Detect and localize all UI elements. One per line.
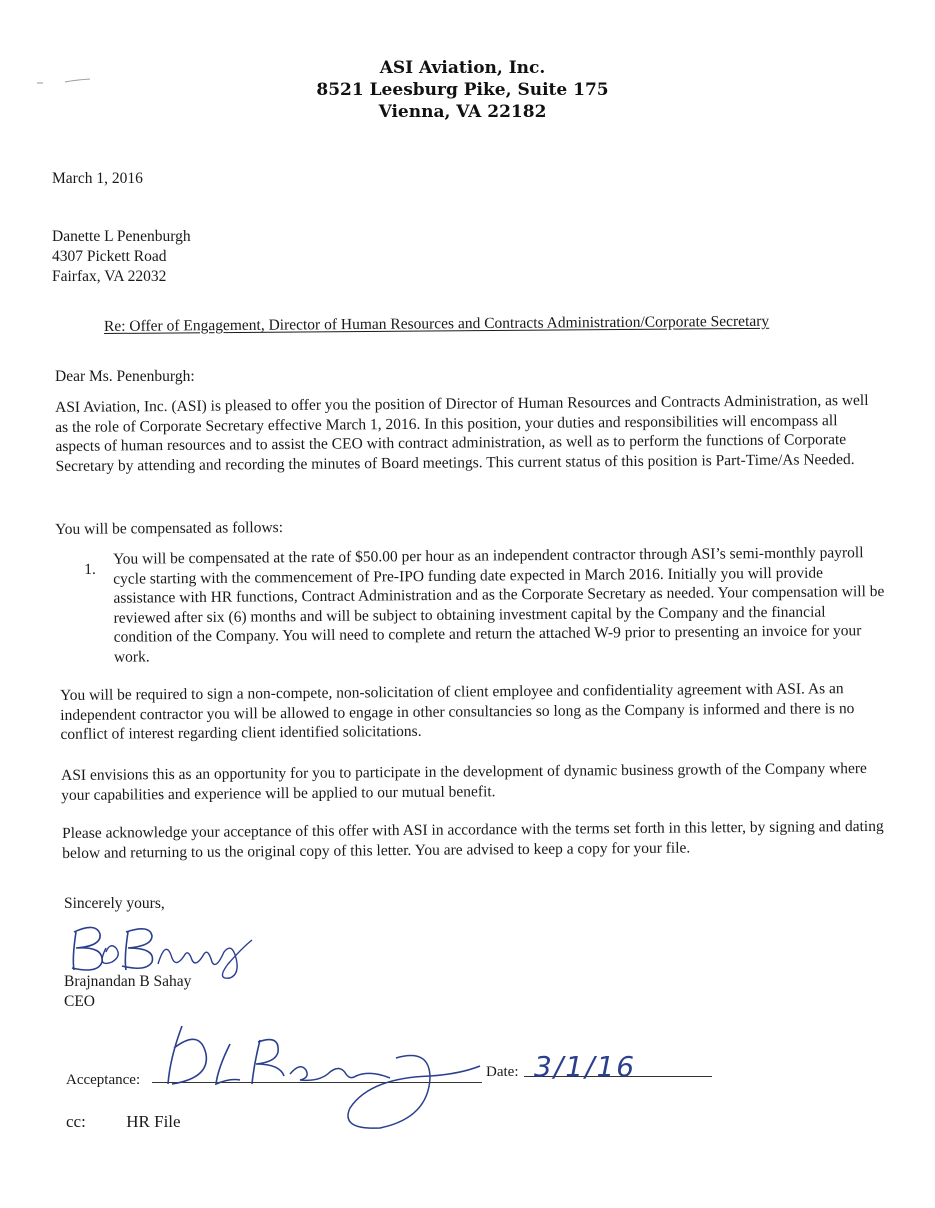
- signer-title: CEO: [64, 993, 95, 1010]
- letterhead: [0, 57, 935, 123]
- signer-name: Brajnandan B Sahay: [64, 973, 192, 990]
- closing: Sincerely yours,: [64, 895, 165, 912]
- recipient-city: Fairfax, VA 22032: [52, 268, 167, 285]
- company-name: ASI Aviation, Inc.: [379, 58, 546, 78]
- recipient-address: [52, 227, 191, 287]
- cc-label: cc:: [66, 1112, 86, 1131]
- noncompete-paragraph: You will be required to sign a non-compete, non-solicitation of client employee and confidentiality agreement with ASI. As an independent contractor you will be allowed to engage in other consultancies so long as the Company is informed and there is no conflict of interest regarding client identified solicitations.: [60, 680, 855, 743]
- letter-date: March 1, 2016: [52, 170, 143, 187]
- acknowledge-paragraph: Please acknowledge your acceptance of this offer with ASI in accordance with the terms set forth in this letter, by signing and dating below and returning to us the original copy of this letter. You are advised to keep a copy for your file.: [62, 817, 884, 862]
- signer-block: [64, 972, 191, 1012]
- acceptance-label: Acceptance:: [66, 1072, 141, 1088]
- salutation: Dear Ms. Penenburgh:: [55, 368, 195, 385]
- intro-paragraph: ASI Aviation, Inc. (ASI) is pleased to offer you the position of Director of Human Resources and Contracts Administration, as well as the role of Corporate Secretary effective March 1, 2016. In this position, your duties and responsibilities will encompass all aspects of human resources and to assist the CEO with contract administration, as well as to perform the functions of Corporate Secretary by attending and recording the minutes of Board meetings. This current status of this position is Part-Time/As Needed.: [55, 391, 869, 475]
- list-item-number: 1.: [84, 560, 96, 578]
- list-item-text: You will be compensated at the rate of $50.00 per hour as an independent contractor through ASI’s semi-monthly payroll cycle starting with the commencement of Pre-IPO funding date expected in March 2016. Initially you will provide assistance with HR functions, Contract Administration and as the Corporate Secretary as needed. Your compensation will be reviewed after six (6) months and will be subject to obtaining investment capital by the Company and the financial condition of the Company. You will need to complete and return the attached W-9 prior to presenting an invoice for your work.: [113, 544, 885, 666]
- recipient-street: 4307 Pickett Road: [52, 248, 167, 265]
- compensation-intro: You will be compensated as follows:: [55, 519, 284, 538]
- subject-line: Re: Offer of Engagement, Director of Human Resources and Contracts Administration/Corporate Secretary: [103, 312, 770, 335]
- handwritten-date: 3/1/16: [534, 1050, 637, 1083]
- date-label: Date:: [486, 1064, 519, 1080]
- cc-value: HR File: [126, 1112, 181, 1131]
- company-street: 8521 Leesburg Pike, Suite 175: [316, 80, 609, 100]
- acceptance-signature: [160, 1018, 490, 1133]
- company-city: Vienna, VA 22182: [378, 102, 547, 122]
- recipient-name: Danette L Penenburgh: [52, 228, 191, 245]
- ceo-signature: [66, 918, 256, 980]
- list-item: [84, 543, 885, 667]
- opportunity-paragraph: ASI envisions this as an opportunity for you to participate in the development of dynamic business growth of the Company where your capabilities and experience will be applied to our mutual benefit.: [61, 759, 867, 804]
- cc-line: [66, 1112, 181, 1132]
